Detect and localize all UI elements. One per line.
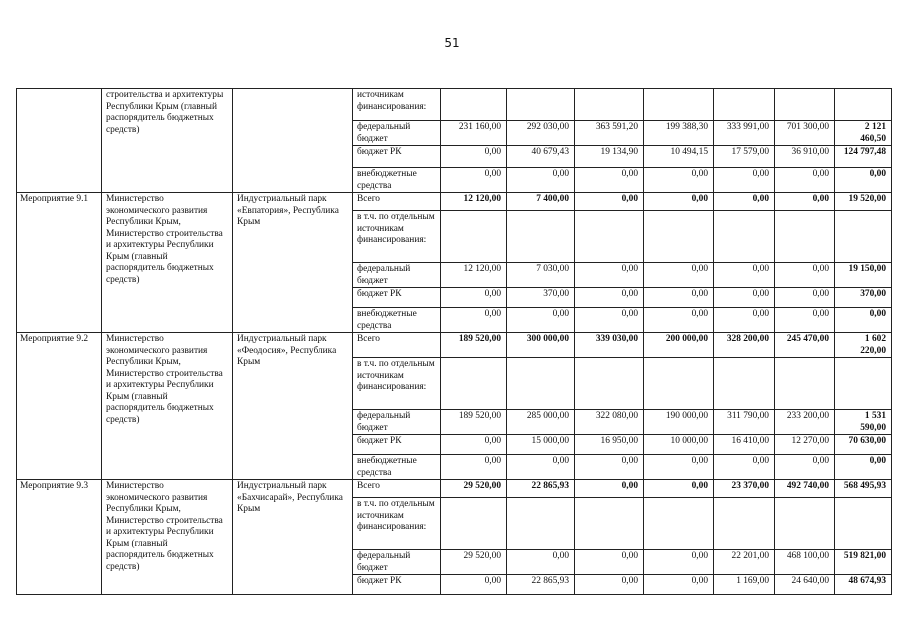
value-cell: 0,00	[714, 263, 775, 288]
budget-table-body	[17, 89, 892, 595]
executor-cell: Министерство экономического развития Республики Крым, Министерство строительства и архитектуры Республики Крым (главный распорядитель бюджетных средств)	[102, 480, 233, 595]
value-cell: 339 030,00	[575, 333, 644, 358]
value-cell: 492 740,00	[775, 480, 835, 498]
value-cell: 124 797,48	[835, 146, 892, 168]
value-cell: 0,00	[775, 455, 835, 480]
value-cell: 0,00	[775, 308, 835, 333]
funding-source-cell: федеральный бюджет	[353, 121, 441, 146]
value-cell: 200 000,00	[644, 333, 714, 358]
value-cell	[714, 89, 775, 121]
value-cell	[441, 498, 507, 550]
value-cell: 0,00	[575, 308, 644, 333]
value-cell: 12 120,00	[441, 263, 507, 288]
value-cell: 0,00	[575, 455, 644, 480]
value-cell	[575, 498, 644, 550]
value-cell: 0,00	[714, 193, 775, 211]
value-cell	[644, 358, 714, 410]
value-cell: 22 865,93	[507, 480, 575, 498]
value-cell: 0,00	[775, 168, 835, 193]
value-cell	[775, 358, 835, 410]
value-cell: 0,00	[575, 480, 644, 498]
value-cell: 0,00	[575, 193, 644, 211]
value-cell: 0,00	[644, 550, 714, 575]
value-cell: 0,00	[441, 146, 507, 168]
value-cell: 233 200,00	[775, 410, 835, 435]
value-cell	[575, 358, 644, 410]
value-cell: 1 169,00	[714, 575, 775, 595]
value-cell: 15 000,00	[507, 435, 575, 455]
executor-cell: Министерство экономического развития Республики Крым, Министерство строительства и архитектуры Республики Крым (главный распорядитель бюджетных средств)	[102, 333, 233, 480]
value-cell: 19 134,90	[575, 146, 644, 168]
value-cell	[644, 89, 714, 121]
value-cell: 568 495,93	[835, 480, 892, 498]
funding-source-cell: внебюджетные средства	[353, 455, 441, 480]
value-cell: 189 520,00	[441, 410, 507, 435]
object-cell: Индустриальный парк «Евпатория», Республика Крым	[233, 193, 353, 333]
object-cell: Индустриальный парк «Бахчисарай», Республика Крым	[233, 480, 353, 595]
value-cell: 16 410,00	[714, 435, 775, 455]
funding-source-cell: Всего	[353, 480, 441, 498]
funding-source-cell: бюджет РК	[353, 146, 441, 168]
value-cell: 190 000,00	[644, 410, 714, 435]
value-cell: 12 120,00	[441, 193, 507, 211]
table-row	[17, 89, 892, 121]
funding-source-cell: в т.ч. по отдельным источникам финансирования:	[353, 211, 441, 263]
value-cell: 199 388,30	[644, 121, 714, 146]
measure-name-cell: Мероприятие 9.1	[17, 193, 102, 333]
value-cell	[507, 498, 575, 550]
value-cell	[441, 211, 507, 263]
value-cell	[441, 358, 507, 410]
value-cell: 701 300,00	[775, 121, 835, 146]
value-cell: 2 121 460,50	[835, 121, 892, 146]
value-cell: 0,00	[714, 168, 775, 193]
value-cell	[775, 498, 835, 550]
value-cell: 370,00	[507, 288, 575, 308]
value-cell: 0,00	[507, 550, 575, 575]
value-cell: 0,00	[644, 480, 714, 498]
object-cell: Индустриальный парк «Феодосия», Республика Крым	[233, 333, 353, 480]
table-row	[17, 480, 892, 498]
value-cell: 0,00	[507, 168, 575, 193]
value-cell: 0,00	[714, 288, 775, 308]
value-cell: 22 201,00	[714, 550, 775, 575]
value-cell: 0,00	[644, 168, 714, 193]
value-cell: 0,00	[644, 288, 714, 308]
page-number: 51	[444, 36, 460, 50]
value-cell	[714, 211, 775, 263]
value-cell: 0,00	[575, 575, 644, 595]
funding-source-cell: бюджет РК	[353, 435, 441, 455]
value-cell: 0,00	[575, 550, 644, 575]
value-cell: 48 674,93	[835, 575, 892, 595]
value-cell: 0,00	[441, 308, 507, 333]
value-cell: 0,00	[714, 308, 775, 333]
value-cell: 311 790,00	[714, 410, 775, 435]
value-cell	[835, 358, 892, 410]
value-cell: 0,00	[775, 263, 835, 288]
measure-name-cell: Мероприятие 9.2	[17, 333, 102, 480]
value-cell: 0,00	[575, 168, 644, 193]
funding-source-cell: внебюджетные средства	[353, 308, 441, 333]
value-cell: 0,00	[441, 455, 507, 480]
value-cell	[775, 211, 835, 263]
table-row	[17, 333, 892, 358]
value-cell: 519 821,00	[835, 550, 892, 575]
value-cell: 0,00	[507, 308, 575, 333]
value-cell: 19 150,00	[835, 263, 892, 288]
value-cell: 300 000,00	[507, 333, 575, 358]
budget-table	[16, 88, 892, 595]
value-cell: 328 200,00	[714, 333, 775, 358]
value-cell: 19 520,00	[835, 193, 892, 211]
value-cell	[714, 498, 775, 550]
funding-source-cell: бюджет РК	[353, 288, 441, 308]
value-cell: 0,00	[835, 168, 892, 193]
value-cell: 468 100,00	[775, 550, 835, 575]
value-cell: 29 520,00	[441, 550, 507, 575]
value-cell: 0,00	[644, 308, 714, 333]
value-cell: 285 000,00	[507, 410, 575, 435]
value-cell	[507, 211, 575, 263]
value-cell: 0,00	[441, 168, 507, 193]
value-cell	[835, 89, 892, 121]
value-cell: 40 679,43	[507, 146, 575, 168]
value-cell: 370,00	[835, 288, 892, 308]
funding-source-cell: Всего	[353, 193, 441, 211]
measure-name-cell: Мероприятие 9.3	[17, 480, 102, 595]
funding-source-cell: источникам финансирования:	[353, 89, 441, 121]
value-cell: 0,00	[644, 193, 714, 211]
value-cell: 0,00	[441, 288, 507, 308]
value-cell	[835, 211, 892, 263]
value-cell	[507, 89, 575, 121]
value-cell: 17 579,00	[714, 146, 775, 168]
value-cell: 36 910,00	[775, 146, 835, 168]
value-cell: 70 630,00	[835, 435, 892, 455]
funding-source-cell: в т.ч. по отдельным источникам финансирования:	[353, 498, 441, 550]
value-cell: 245 470,00	[775, 333, 835, 358]
value-cell	[441, 89, 507, 121]
value-cell: 10 494,15	[644, 146, 714, 168]
value-cell: 0,00	[575, 288, 644, 308]
funding-source-cell: федеральный бюджет	[353, 410, 441, 435]
value-cell: 363 591,20	[575, 121, 644, 146]
value-cell: 16 950,00	[575, 435, 644, 455]
value-cell: 292 030,00	[507, 121, 575, 146]
executor-cell: строительства и архитектуры Республики Крым (главный распорядитель бюджетных средств)	[102, 89, 233, 193]
value-cell: 1 602 220,00	[835, 333, 892, 358]
value-cell	[835, 498, 892, 550]
value-cell: 0,00	[441, 575, 507, 595]
funding-source-cell: внебюджетные средства	[353, 168, 441, 193]
value-cell: 1 531 590,00	[835, 410, 892, 435]
value-cell: 0,00	[644, 455, 714, 480]
value-cell	[644, 211, 714, 263]
value-cell	[575, 211, 644, 263]
value-cell: 333 991,00	[714, 121, 775, 146]
value-cell: 12 270,00	[775, 435, 835, 455]
value-cell: 0,00	[835, 455, 892, 480]
value-cell: 231 160,00	[441, 121, 507, 146]
value-cell: 22 865,93	[507, 575, 575, 595]
value-cell: 0,00	[835, 308, 892, 333]
value-cell: 189 520,00	[441, 333, 507, 358]
object-cell	[233, 89, 353, 193]
value-cell: 0,00	[775, 288, 835, 308]
value-cell: 7 030,00	[507, 263, 575, 288]
measure-name-cell	[17, 89, 102, 193]
funding-source-cell: федеральный бюджет	[353, 263, 441, 288]
value-cell: 0,00	[775, 193, 835, 211]
funding-source-cell: в т.ч. по отдельным источникам финансирования:	[353, 358, 441, 410]
value-cell: 23 370,00	[714, 480, 775, 498]
value-cell: 0,00	[644, 263, 714, 288]
value-cell: 10 000,00	[644, 435, 714, 455]
value-cell	[575, 89, 644, 121]
value-cell: 24 640,00	[775, 575, 835, 595]
value-cell: 0,00	[644, 575, 714, 595]
value-cell: 0,00	[714, 455, 775, 480]
table-row	[17, 193, 892, 211]
value-cell	[775, 89, 835, 121]
funding-source-cell: бюджет РК	[353, 575, 441, 595]
value-cell: 0,00	[507, 455, 575, 480]
value-cell: 7 400,00	[507, 193, 575, 211]
value-cell: 0,00	[441, 435, 507, 455]
funding-source-cell: федеральный бюджет	[353, 550, 441, 575]
value-cell: 322 080,00	[575, 410, 644, 435]
value-cell	[507, 358, 575, 410]
value-cell	[644, 498, 714, 550]
value-cell	[714, 358, 775, 410]
funding-source-cell: Всего	[353, 333, 441, 358]
value-cell: 0,00	[575, 263, 644, 288]
value-cell: 29 520,00	[441, 480, 507, 498]
executor-cell: Министерство экономического развития Республики Крым, Министерство строительства и архитектуры Республики Крым (главный распорядитель бюджетных средств)	[102, 193, 233, 333]
